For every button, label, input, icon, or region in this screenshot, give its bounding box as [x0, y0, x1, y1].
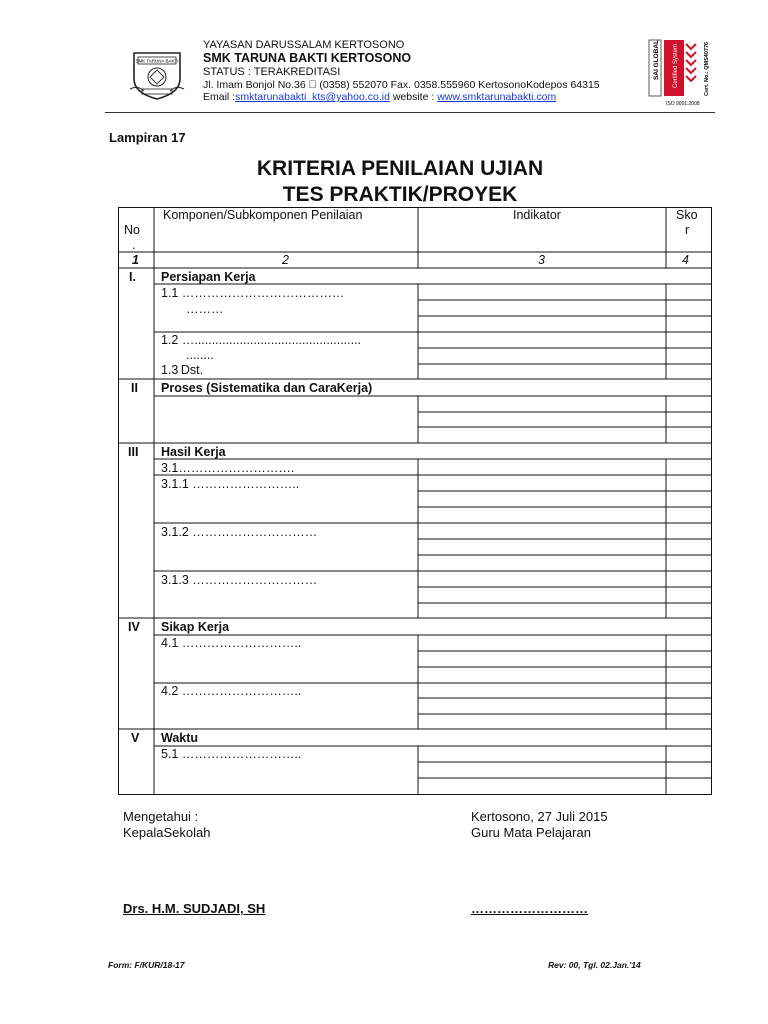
- column-header-indikator: Indikator: [513, 208, 561, 222]
- column-number-1: 1: [132, 253, 139, 267]
- foundation-name: YAYASAN DARUSSALAM KERTOSONO: [203, 39, 405, 51]
- item-4-2: 4.2 ………………………..: [161, 684, 302, 698]
- item-3-1-3: 3.1.3 …………………………: [161, 573, 318, 587]
- column-number-3: 3: [538, 253, 545, 267]
- attachment-label: Lampiran 17: [109, 130, 186, 145]
- school-address: Jl. Imam Bonjol No.36   (0358) 552070 Fax. 0358.555960 KertosonoKodepos 64315: [203, 79, 600, 91]
- email-link[interactable]: smktarunabakti_kts@yahoo.co.id: [235, 91, 390, 103]
- item-3-1-2: 3.1.2 …………………………: [161, 525, 318, 539]
- section-no-2: II: [131, 381, 138, 395]
- form-code: Form: F/KUR/18-17: [108, 960, 185, 970]
- school-logo: [128, 49, 186, 101]
- section-no-5: V: [131, 731, 140, 745]
- item-3-1: 3.1……………………….: [161, 461, 295, 475]
- item-5-1: 5.1 ………………………..: [161, 747, 302, 761]
- revision-info: Rev: 00, Tgl. 02.Jan.'14: [548, 960, 641, 970]
- section-title-3: Hasil Kerja: [161, 445, 226, 459]
- section-no-4: IV: [128, 620, 140, 634]
- column-header-skor-2: r: [685, 223, 690, 237]
- place-date: Kertosono, 27 Juli 2015: [471, 809, 608, 824]
- section-title-4: Sikap Kerja: [161, 620, 230, 634]
- header-divider: [105, 112, 715, 113]
- principal-signature: Drs. H.M. SUDJADI, SH: [123, 901, 266, 916]
- teacher-signature: ………………………: [471, 901, 588, 916]
- column-header-skor-1: Sko: [676, 208, 698, 222]
- item-1-2: 1.2 …................................................: [161, 333, 362, 347]
- item-1-3: 1.3 Dst.: [161, 363, 204, 377]
- acknowledged-label: Mengetahui :: [123, 809, 199, 824]
- section-no-3: III: [128, 445, 139, 459]
- column-header-komponen: Komponen/Subkomponen Penilaian: [163, 208, 363, 222]
- website-label: website :: [389, 91, 438, 103]
- email-label: Email :: [203, 91, 236, 103]
- accreditation-status: STATUS : TERAKREDITASI: [203, 66, 341, 78]
- section-no-1: I.: [129, 270, 136, 284]
- cert-line-1: SAI GLOBAL: [653, 39, 660, 80]
- item-3-1-1: 3.1.1 ……………………..: [161, 477, 300, 491]
- column-header-no-dot: .: [132, 238, 136, 252]
- teacher-label: Guru Mata Pelajaran: [471, 825, 591, 840]
- principal-label: KepalaSekolah: [123, 825, 211, 840]
- certification-badge: [648, 38, 716, 106]
- section-title-1: Persiapan Kerja: [161, 270, 256, 284]
- item-1-1: 1.1 …………………………………: [161, 286, 345, 300]
- item-4-1: 4.1 ………………………..: [161, 636, 302, 650]
- document-title-line1: KRITERIA PENILAIAN UJIAN: [256, 157, 544, 180]
- website-link[interactable]: www.smktarunabakti.com: [437, 91, 557, 103]
- section-title-2: Proses (Sistematika dan CaraKerja): [161, 381, 373, 395]
- section-title-5: Waktu: [161, 731, 199, 745]
- school-name: SMK TARUNA BAKTI KERTOSONO: [203, 51, 412, 65]
- contact-line: [203, 91, 556, 103]
- cert-line-2: Certified System: [673, 43, 679, 88]
- document-title-line2: TES PRAKTIK/PROYEK: [282, 183, 518, 206]
- logo-text: SMK TARUNA BAKTI: [135, 58, 179, 64]
- cert-line-4: ISO 9001:2008: [666, 101, 700, 106]
- cert-line-3: Cert. No.: QMS40776: [704, 41, 710, 96]
- item-1-1-cont: ………: [186, 302, 224, 316]
- column-number-2: 2: [282, 253, 289, 267]
- column-number-4: 4: [682, 253, 689, 267]
- column-header-no: No: [124, 223, 140, 237]
- item-1-2-cont: ........: [186, 348, 214, 362]
